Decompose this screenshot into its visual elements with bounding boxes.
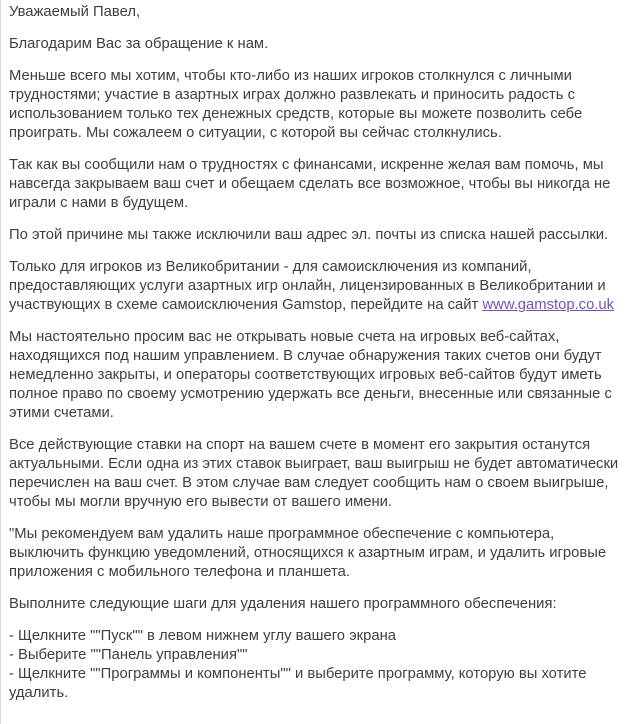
- paragraph-gamstop-text: Только для игроков из Великобритании - для самоисключения из компаний, предоставляющих услуги азартных игр онлайн, лицензированных в Великобритании и участвующих в схеме самоисключения Gamstop, перейдите на сайт: [9, 259, 606, 313]
- uninstall-step-2: - Выберите ""Панель управления"": [9, 647, 248, 663]
- gamstop-link[interactable]: www.gamstop.co.uk: [482, 297, 615, 313]
- greeting: Уважаемый Павел,: [9, 4, 141, 20]
- paragraph-account-closure: Так как вы сообщили нам о трудностях с финансами, искренне желая вам помочь, мы навсегда закрываем ваш счет и обещаем сделать все возможное, чтобы вы никогда не играли с нами в будущем.: [9, 157, 611, 211]
- paragraph-gamstop: [9, 258, 623, 315]
- paragraph-new-accounts-warning: Мы настоятельно просим вас не открывать новые счета на игровых веб-сайтах, находящихся под нашим управлением. В случае обнаружения таких счетов они будут немедленно закрыты, и операторы соответствующих игровых веб-сайтов будут иметь полное право по своему усмотрению удержать все деньги, внесенные или связанные с этими счетами.: [9, 329, 612, 421]
- paragraph-steps-intro: Выполните следующие шаги для удаления нашего программного обеспечения:: [9, 596, 557, 612]
- paragraph-mailing-list: По этой причине мы также исключили ваш адрес эл. почты из списка нашей рассылки.: [9, 227, 609, 243]
- paragraph-open-bets: Все действующие ставки на спорт на вашем счете в момент его закрытия останутся актуальными. Если одна из этих ставок выиграет, ваш выигрыш не будет автоматически перечислен на ваш счет. В этом случае вам следует сообщить нам о своем выигрыше, чтобы мы могли вручную его вывести от вашего имени.: [9, 437, 619, 510]
- uninstall-step-3: - Щелкните ""Программы и компоненты"" и выберите программу, которую вы хотите удалить.: [9, 666, 587, 701]
- uninstall-step-1: - Щелкните ""Пуск"" в левом нижнем углу вашего экрана: [9, 628, 397, 644]
- paragraph-software-removal: "Мы рекомендуем вам удалить наше программное обеспечение с компьютера, выключить функцию уведомлений, относящихся к азартным играм, и удалить игровые приложения с мобильного телефона и планшета.: [9, 526, 607, 580]
- uninstall-steps: [9, 627, 623, 703]
- paragraph-regret: Меньше всего мы хотим, чтобы кто-либо из наших игроков столкнулся с личными трудностями; участие в азартных играх должно развлекать и приносить радость с использованием только тех денежных средств, которые вы можете позволить себе проиграть. Мы сожалеем о ситуации, с которой вы сейчас столкнулись.: [9, 68, 583, 141]
- paragraph-thanks: Благодарим Вас за обращение к нам.: [9, 36, 269, 52]
